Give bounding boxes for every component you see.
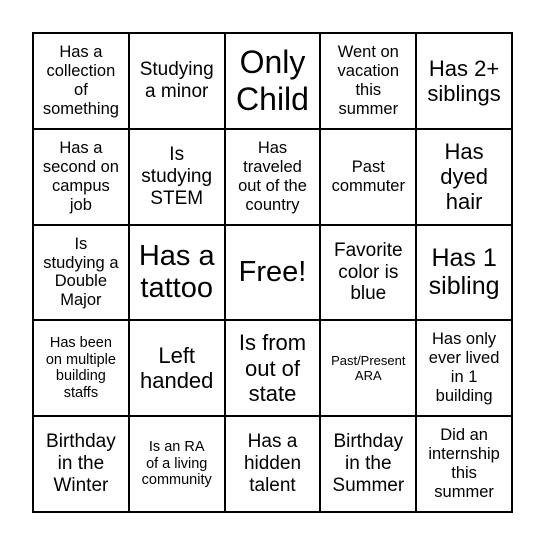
bingo-cell-text: Has a tattoo <box>138 240 215 305</box>
bingo-cell-text: Has a second on campus job <box>42 138 119 214</box>
bingo-cell-text: Birthday in the Summer <box>332 431 405 497</box>
bingo-cell-text: Has a collection of something <box>42 42 119 118</box>
bingo-cell[interactable] <box>225 416 321 512</box>
bingo-cell[interactable] <box>320 225 416 321</box>
bingo-cell-text: Free! <box>238 256 307 289</box>
bingo-cell[interactable] <box>320 416 416 512</box>
bingo-cell[interactable] <box>33 33 129 129</box>
bingo-cell-text: Past commuter <box>331 157 405 195</box>
bingo-cell[interactable] <box>33 416 129 512</box>
bingo-cell-text: Studying a minor <box>139 59 214 102</box>
bingo-cell[interactable] <box>129 33 225 129</box>
bingo-cell-text: Is studying a Double Major <box>43 234 119 310</box>
bingo-cell-text: Is from out of state <box>238 330 307 406</box>
bingo-cell[interactable] <box>225 320 321 416</box>
bingo-cell-text: Went on vacation this summer <box>337 42 400 118</box>
bingo-cell-text: Has been on multiple building staffs <box>45 334 116 401</box>
bingo-cell-text: Has dyed hair <box>440 138 488 215</box>
bingo-cell-text: Left handed <box>139 342 214 394</box>
bingo-cell-text: Has 1 sibling <box>428 243 500 301</box>
bingo-cell[interactable] <box>33 320 129 416</box>
bingo-cell[interactable] <box>320 129 416 225</box>
bingo-cell-text: Has traveled out of the country <box>238 138 307 214</box>
bingo-board <box>32 32 513 513</box>
bingo-cell-text: Has 2+ siblings <box>427 55 501 106</box>
bingo-cell[interactable] <box>225 33 321 129</box>
bingo-cell[interactable] <box>416 320 512 416</box>
bingo-cell-text: Favorite color is blue <box>333 239 403 305</box>
bingo-cell[interactable] <box>416 129 512 225</box>
bingo-cell[interactable] <box>416 225 512 321</box>
bingo-cell[interactable] <box>320 320 416 416</box>
bingo-cell[interactable] <box>320 33 416 129</box>
bingo-cell-text: Did an internship this summer <box>428 426 500 502</box>
bingo-cell[interactable] <box>416 33 512 129</box>
bingo-cell[interactable] <box>129 225 225 321</box>
bingo-cell[interactable] <box>416 416 512 512</box>
bingo-cell[interactable] <box>225 129 321 225</box>
free-space-cell[interactable] <box>225 225 321 321</box>
bingo-cell-text: Is studying STEM <box>141 143 213 209</box>
bingo-cell-text: Only Child <box>236 44 309 117</box>
bingo-cell-text: Has a hidden talent <box>243 431 302 497</box>
bingo-cell[interactable] <box>129 320 225 416</box>
bingo-cell[interactable] <box>129 416 225 512</box>
bingo-cell-text: Is an RA of a living community <box>141 439 212 489</box>
bingo-cell[interactable] <box>33 129 129 225</box>
bingo-cell[interactable] <box>129 129 225 225</box>
bingo-cell-text: Has only ever lived in 1 building <box>428 330 500 406</box>
bingo-cell[interactable] <box>33 225 129 321</box>
bingo-cell-text: Birthday in the Winter <box>46 431 116 497</box>
bingo-cell-text: Past/Present ARA <box>331 352 406 384</box>
